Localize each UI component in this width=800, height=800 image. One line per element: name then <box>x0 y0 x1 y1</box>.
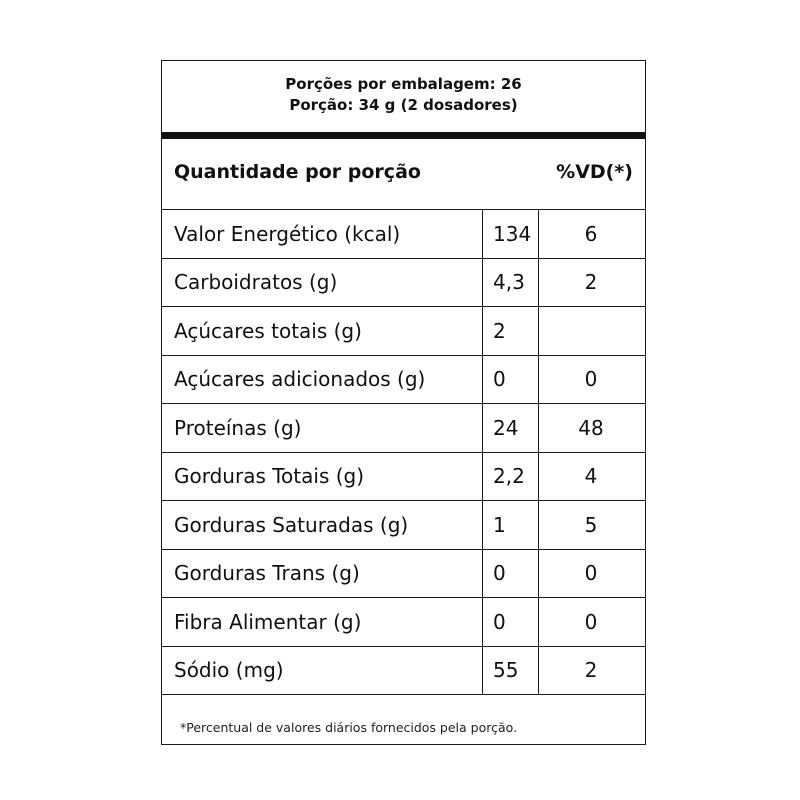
servings-per-package: Porções por embalagem: 26 <box>285 75 522 93</box>
nutrient-name: Açúcares totais (g) <box>162 307 483 355</box>
nutrient-amount: 2,2 <box>483 453 539 501</box>
nutrient-daily-value: 2 <box>584 270 598 295</box>
table-row <box>162 210 645 259</box>
nutrient-amount: 0 <box>483 550 539 598</box>
nutrient-amount: 0 <box>483 356 539 404</box>
nutrient-daily-value: 48 <box>578 415 604 440</box>
nutrient-amount: 4,3 <box>483 259 539 307</box>
nutrient-name: Proteínas (g) <box>162 404 483 452</box>
nutrient-name: Fibra Alimentar (g) <box>162 598 483 646</box>
nutrient-amount: 2 <box>483 307 539 355</box>
table-row <box>162 598 645 647</box>
table-row <box>162 404 645 453</box>
table-row <box>162 259 645 308</box>
nutrient-name: Gorduras Saturadas (g) <box>162 501 483 549</box>
daily-value-label: %VD(*) <box>556 161 633 183</box>
nutrient-amount: 24 <box>483 404 539 452</box>
table-row <box>162 501 645 550</box>
nutrient-name: Valor Energético (kcal) <box>162 210 483 258</box>
nutrition-facts-panel <box>161 60 646 745</box>
nutrient-name: Gorduras Totais (g) <box>162 453 483 501</box>
thick-divider <box>162 132 645 139</box>
nutrient-amount: 1 <box>483 501 539 549</box>
nutrient-daily-value: 0 <box>584 561 598 586</box>
table-row <box>162 453 645 502</box>
nutrient-amount: 134 <box>483 210 539 258</box>
table-row <box>162 550 645 599</box>
nutrient-name: Gorduras Trans (g) <box>162 550 483 598</box>
nutrient-daily-value: 5 <box>584 512 598 537</box>
nutrient-table <box>162 209 645 695</box>
quantity-header-row <box>162 139 645 209</box>
nutrient-name: Sódio (mg) <box>162 647 483 695</box>
nutrient-amount: 55 <box>483 647 539 695</box>
nutrient-daily-value: 0 <box>584 609 598 634</box>
nutrient-daily-value <box>539 307 645 355</box>
nutrient-daily-value: 0 <box>584 367 598 392</box>
serving-info-header <box>162 61 645 132</box>
nutrient-amount: 0 <box>483 598 539 646</box>
table-row <box>162 307 645 356</box>
table-row <box>162 356 645 405</box>
nutrient-name: Açúcares adicionados (g) <box>162 356 483 404</box>
serving-size: Porção: 34 g (2 dosadores) <box>289 96 518 114</box>
quantity-per-serving-label: Quantidade por porção <box>174 161 421 183</box>
table-row <box>162 647 645 696</box>
nutrient-daily-value: 6 <box>584 221 598 246</box>
nutrient-name: Carboidratos (g) <box>162 259 483 307</box>
footnote: *Percentual de valores diários fornecidos pela porção. <box>180 720 518 735</box>
nutrient-daily-value: 2 <box>584 658 598 683</box>
nutrient-daily-value: 4 <box>584 464 598 489</box>
